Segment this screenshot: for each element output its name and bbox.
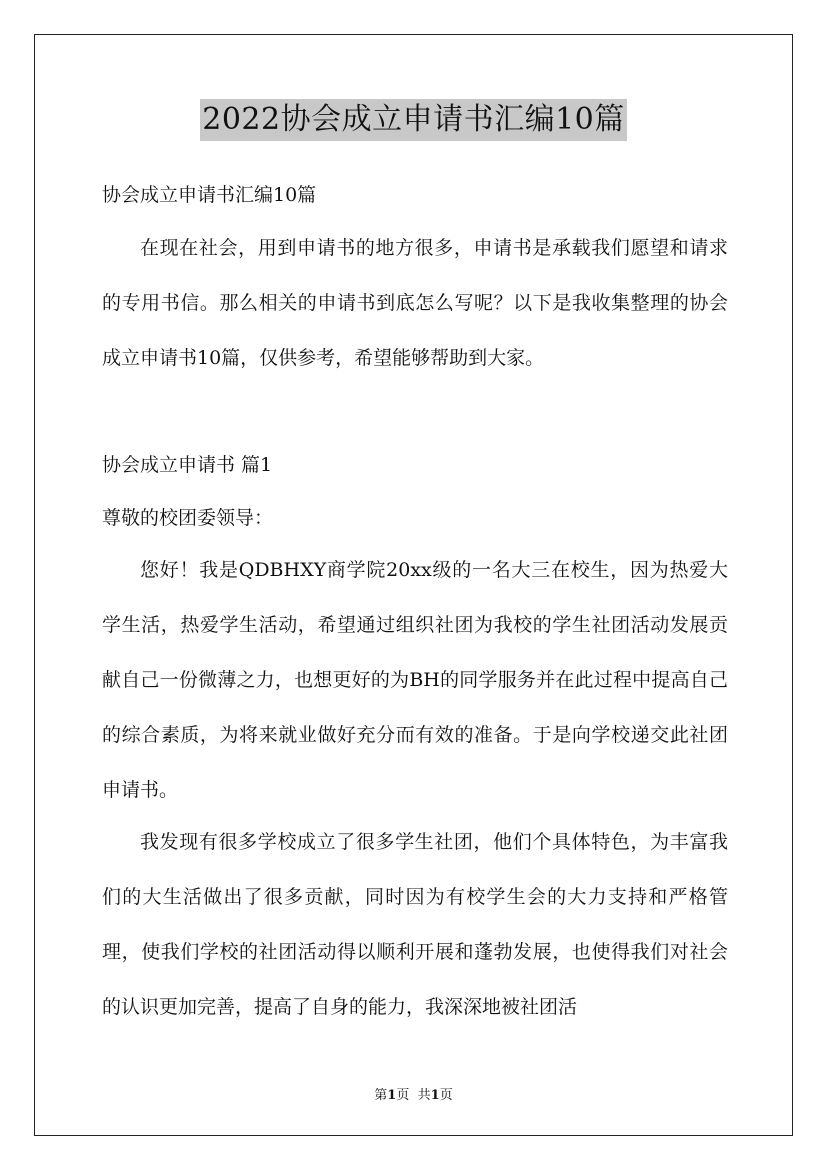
footer-total-prefix: 共 <box>417 1088 431 1103</box>
footer-page-number: 1 <box>387 1088 397 1103</box>
footer-total-suffix: 页 <box>439 1088 453 1103</box>
document-subtitle: 协会成立申请书汇编10篇 <box>102 184 317 206</box>
footer-page-prefix: 第 <box>374 1088 388 1103</box>
paragraph-1: 您好！我是QDBHXY商学院20xx级的一名大三在校生，因为热爱大学生活，热爱学生活动，希望通过组织社团为我校的学生社团活动发展贡献自己一份微薄之力，也想更好的为BH的同学服务并在此过程中提高自己的综合素质，为将来就业做好充分而有效的准备。于是向学校递交此社团申请书。 <box>102 559 728 801</box>
page-footer <box>0 1084 827 1103</box>
title-container <box>0 99 827 141</box>
intro-paragraph: 在现在社会，用到申请书的地方很多，申请书是承载我们愿望和请求的专用书信。那么相关的申请书到底怎么写呢？以下是我收集整理的协会成立申请书10篇，仅供参考，希望能够帮助到大家。 <box>102 237 728 369</box>
section-heading: 协会成立申请书 篇1 <box>102 454 273 476</box>
paragraph-2: 我发现有很多学校成立了很多学生社团，他们个具体特色，为丰富我们的大生活做出了很多贡献，同时因为有校学生会的大力支持和严格管理，使我们学校的社团活动得以顺利开展和蓬勃发展，也使得我们对社会的认识更加完善，提高了自身的能力，我深深地被社团活 <box>102 831 728 1018</box>
footer-page-suffix: 页 <box>396 1088 410 1103</box>
document-title: 2022协会成立申请书汇编10篇 <box>200 99 627 141</box>
footer-total-pages: 1 <box>430 1088 440 1103</box>
salutation: 尊敬的校团委领导： <box>102 507 274 529</box>
